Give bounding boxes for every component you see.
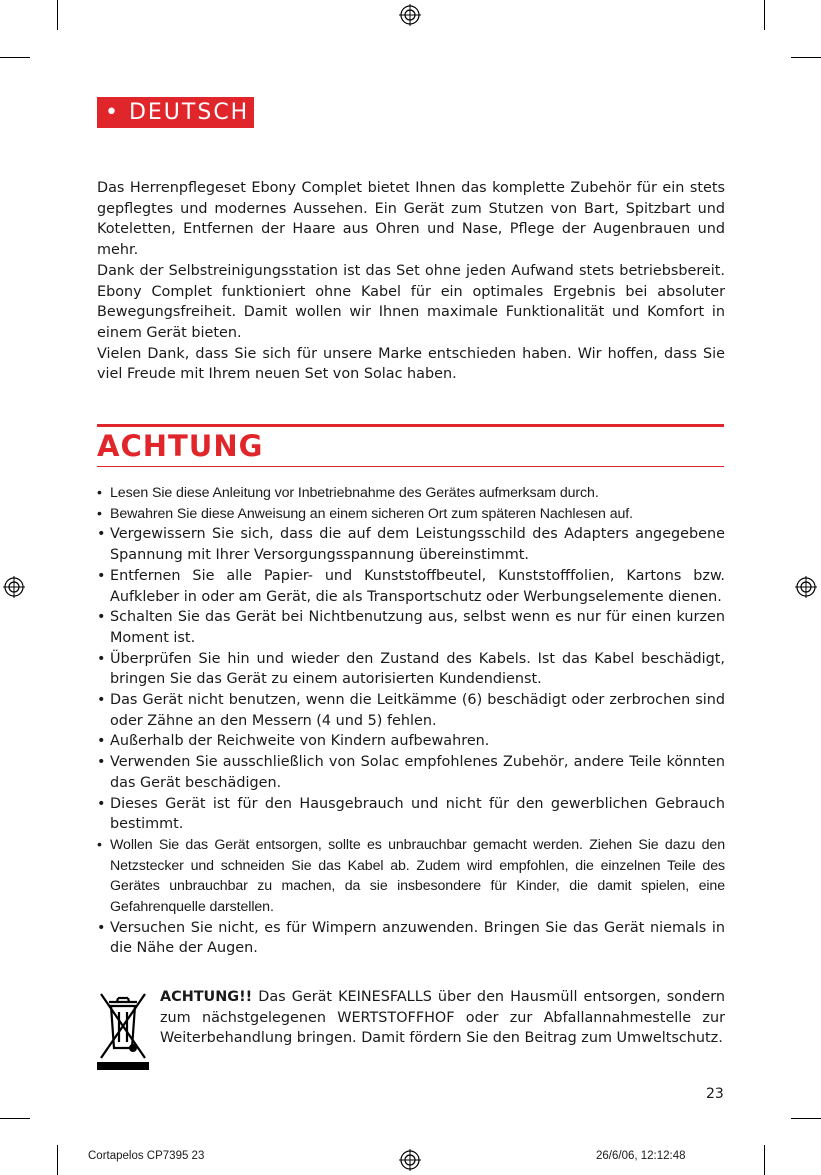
disposal-note-bold: ACHTUNG!! <box>160 989 253 1005</box>
disposal-note <box>160 987 725 1049</box>
crop-mark <box>57 1145 58 1175</box>
crop-mark <box>0 57 30 58</box>
list-item: • Schalten Sie das Gerät bei Nichtbenutzung aus, selbst wenn es nur für einen kurzen Moment ist. <box>97 607 725 648</box>
footer-file-label: Cortapelos CP7395 23 <box>88 1150 205 1162</box>
crop-mark <box>57 0 58 30</box>
page-number: 23 <box>706 1086 724 1102</box>
registration-mark-icon <box>795 576 817 598</box>
list-item: • Lesen Sie diese Anleitung vor Inbetriebnahme des Gerätes aufmerksam durch. <box>97 483 725 504</box>
list-item: • Vergewissern Sie sich, dass die auf dem Leistungsschild des Adapters angegebene Spannung mit Ihrer Versorgungsspannung übereinstimmt. <box>97 524 725 565</box>
list-item: • Verwenden Sie ausschließlich von Solac empfohlenes Zubehör, andere Teile könnten das Gerät beschädigen. <box>97 752 725 793</box>
crop-mark <box>764 1145 765 1175</box>
weee-bin-icon <box>97 988 149 1070</box>
intro-paragraph: Dank der Selbstreinigungsstation ist das Set ohne jeden Aufwand stets betriebsbereit. Ebony Complet funktioniert ohne Kabel für ein optimales Ergebnis bei absoluter Bewegungsfreiheit. Damit wollen wir Ihnen maximale Funktionalität und Komfort in einem Gerät bieten. <box>97 262 725 341</box>
language-tag: • DEUTSCH <box>97 97 254 128</box>
registration-mark-icon <box>3 576 25 598</box>
list-item: • Dieses Gerät ist für den Hausgebrauch und nicht für den gewerblichen Gebrauch bestimmt. <box>97 794 725 835</box>
crop-mark <box>791 1118 821 1119</box>
list-item: • Bewahren Sie diese Anweisung an einem sicheren Ort zum späteren Nachlesen auf. <box>97 504 725 525</box>
section-title: ACHTUNG <box>97 429 264 463</box>
list-item: • Wollen Sie das Gerät entsorgen, sollte es unbrauchbar gemacht werden. Ziehen Sie dazu den Netzstecker und schneiden Sie das Kabel ab. Zudem wird empfohlen, die einzelnen Teile des Gerätes unbrauchbar zu machen, da sie insbesondere für Kinder, die damit spielen, eine Gefahrenquelle darstellen. <box>97 835 725 918</box>
registration-mark-icon <box>399 4 421 26</box>
section-rule-bottom <box>97 466 724 467</box>
intro-paragraph: Das Herrenpflegeset Ebony Complet bietet Ihnen das komplette Zubehör für ein stets gepflegtes und modernes Aussehen. Ein Gerät zum Stutzen von Bart, Spitzbart und Koteletten, Entfernen der Haare aus Ohren und Nase, Pflege der Augenbrauen und mehr. <box>97 180 725 259</box>
disposal-note-text: Das Gerät KEINESFALLS über den Hausmüll entsorgen, sondern zum nächstgelegenen WERTSTOFFHOF oder zur Abfallannahmestelle zur Weiterbehandlung bringen. Damit fördern Sie den Beitrag zum Umweltschutz. <box>160 989 725 1047</box>
list-item: • Das Gerät nicht benutzen, wenn die Leitkämme (6) beschädigt oder zerbrochen sind oder Zähne an den Messern (4 und 5) fehlen. <box>97 690 725 731</box>
intro-text <box>97 178 725 385</box>
registration-mark-icon <box>399 1149 421 1171</box>
list-item: • Außerhalb der Reichweite von Kindern aufbewahren. <box>97 731 725 752</box>
list-item: • Überprüfen Sie hin und wieder den Zustand des Kabels. Ist das Kabel beschädigt, bringen Sie das Gerät zu einem autorisierten Kundendienst. <box>97 649 725 690</box>
footer-timestamp: 26/6/06, 12:12:48 <box>596 1150 686 1162</box>
list-item: • Entfernen Sie alle Papier- und Kunststoffbeutel, Kunststofffolien, Kartons bzw. Aufkleber in oder am Gerät, die als Transportschutz oder Werbungselemente dienen. <box>97 566 725 607</box>
section-rule-top <box>97 424 724 427</box>
crop-mark <box>764 0 765 30</box>
crop-mark <box>791 57 821 58</box>
list-item: • Versuchen Sie nicht, es für Wimpern anzuwenden. Bringen Sie das Gerät niemals in die Nähe der Augen. <box>97 918 725 959</box>
crop-mark <box>0 1118 30 1119</box>
warnings-list <box>97 483 725 959</box>
intro-paragraph: Vielen Dank, dass Sie sich für unsere Marke entschieden haben. Wir hoffen, dass Sie viel Freude mit Ihrem neuen Set von Solac haben. <box>97 345 725 383</box>
